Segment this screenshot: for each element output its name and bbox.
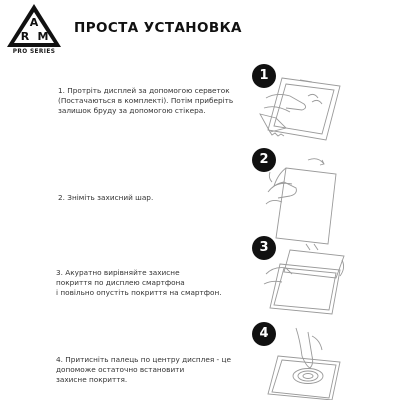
step-1-line-1: 1. Протріть дисплей за допомогою серветок bbox=[58, 86, 230, 95]
step-2-text bbox=[58, 193, 153, 203]
step-4-illustration bbox=[256, 326, 348, 400]
step-1-text bbox=[58, 86, 233, 116]
step-4-line-3: захисне покриття. bbox=[56, 375, 128, 384]
step-1-line-3: залишок бруду за допомогою стікера. bbox=[58, 106, 206, 115]
step-4-line-1: 4. Притисніть палець по центру дисплея - це bbox=[56, 355, 231, 364]
step-2-line-1: 2. Зніміть захисний шар. bbox=[58, 193, 154, 202]
step-3-text bbox=[56, 268, 222, 298]
logo-letter-m: M bbox=[37, 30, 49, 43]
step-3-badge: 3 bbox=[252, 236, 276, 260]
step-1-badge: 1 bbox=[252, 64, 276, 88]
page-title: ПРОСТА УСТАНОВКА bbox=[74, 20, 242, 36]
step-4-text bbox=[56, 355, 231, 385]
step-1-line-2: (Постачаються в комплекті). Потім приберіть bbox=[58, 96, 234, 105]
step-3-line-2: покриття по дисплею смартфона bbox=[56, 278, 185, 287]
logo-letter-a: A bbox=[29, 16, 39, 29]
step-4-badge: 4 bbox=[252, 322, 276, 346]
logo-tagline: PRO SERIES bbox=[12, 49, 56, 55]
step-2-badge: 2 bbox=[252, 148, 276, 172]
step-4-line-2: допоможе остаточно встановити bbox=[56, 365, 185, 374]
step-3-line-3: і повільно опустіть покриття на смартфон. bbox=[56, 288, 222, 297]
arm-logo bbox=[3, 2, 65, 66]
logo-letter-r: R bbox=[20, 30, 30, 43]
step-1-illustration bbox=[256, 68, 348, 142]
step-3-illustration bbox=[256, 240, 348, 318]
step-3-line-1: 3. Акуратно вирівняйте захисне bbox=[56, 268, 180, 277]
